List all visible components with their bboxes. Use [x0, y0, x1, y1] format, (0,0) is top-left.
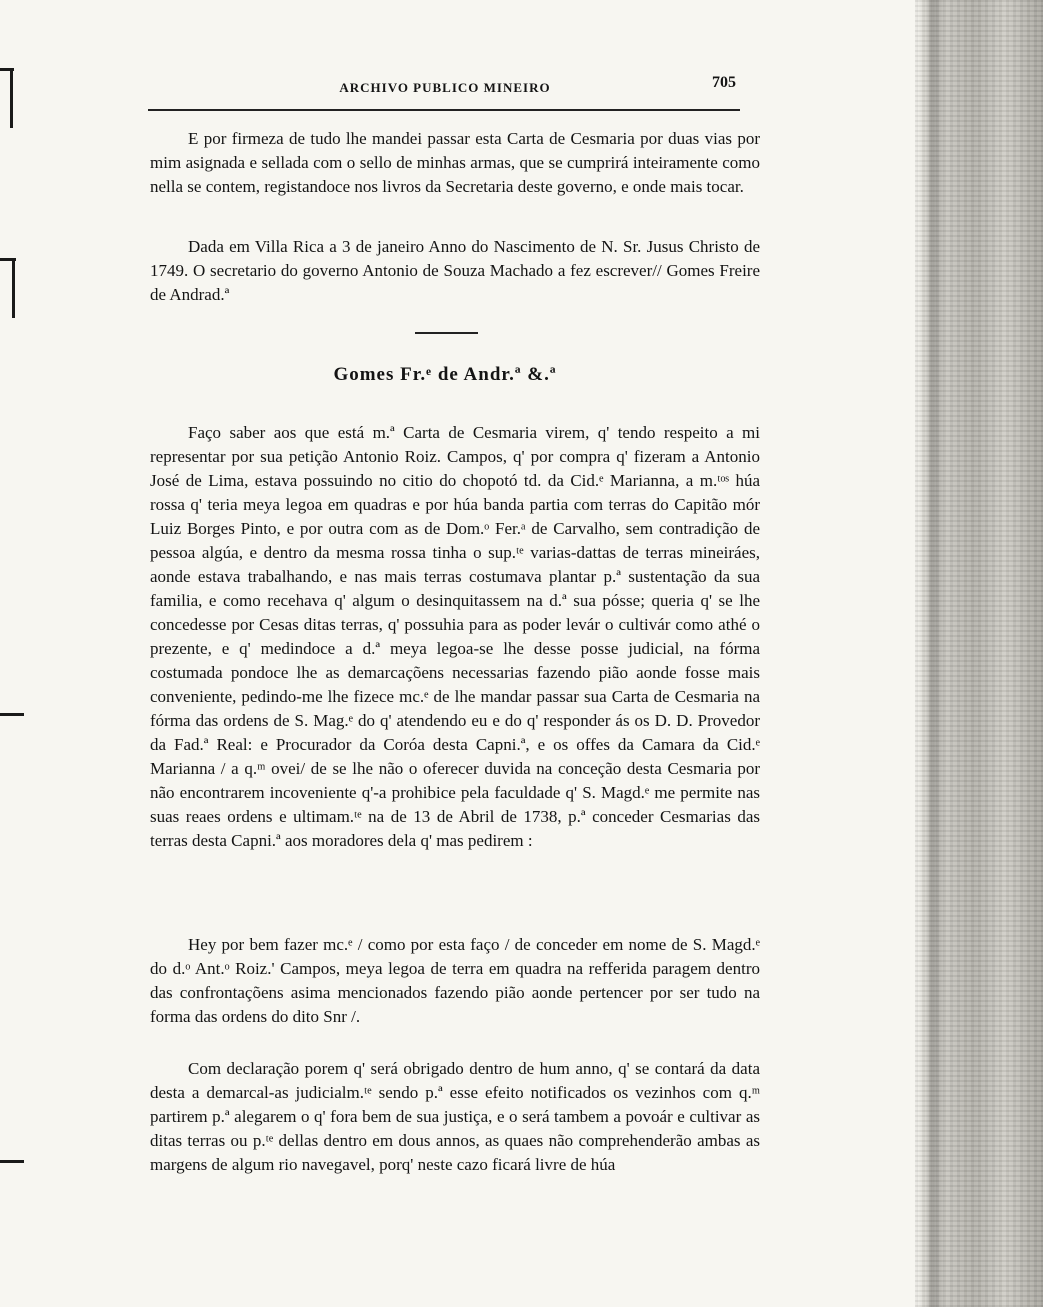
- page-number: 705: [712, 74, 736, 91]
- paragraph-text: Dada em Villa Rica a 3 de janeiro Anno do Nascimento de N. Sr. Jusus Christo de 1749. O secretario do governo Antonio de Souza Machado a fez escrever// Gomes Freire de Andrad.ª: [150, 237, 760, 304]
- binding-mark: [0, 713, 24, 716]
- signature-heading: Gomes Fr.ᵉ de Andr.ª &.ª: [333, 364, 557, 385]
- paragraph-text: Hey por bem fazer mc.ᵉ / como por esta faço / de conceder em nome de S. Magd.ᵉ do d.ᵒ Ant.ᵒ Roiz.' Campos, meya legoa de terra em quadra na refferida paragem dentro das confrontaçõens asima mencionados fazendo pião aonde pertencer por ser tudo na forma das ordens do dito Snr /.: [150, 935, 760, 1026]
- binding-mark: [0, 1160, 24, 1163]
- page-header: [150, 74, 740, 98]
- binding-mark: [12, 258, 15, 318]
- running-title: ARCHIVO PUBLICO MINEIRO: [339, 80, 551, 95]
- paragraph: [150, 933, 760, 1029]
- paragraph: [150, 421, 760, 853]
- paragraph: [150, 127, 760, 199]
- paragraph-text: Com declaração porem q' será obrigado dentro de hum anno, q' se contará da data desta a demarcal-as judicialm.ᵗᵉ sendo p.ª esse efeito notificados os vezinhos com q.ᵐ partirem p.ª alegarem o q' fora bem de sua justiça, e o será tambem a povoár e cultivar as ditas terras ou p.ᵗᵉ dellas dentro em dous annos, as quaes não comprehenderão ambas as margens de algum rio navegavel, porq' neste cazo ficará livre de húa: [150, 1059, 760, 1174]
- page-edge-scan-shadow: [915, 0, 1043, 1307]
- paragraph-text: Faço saber aos que está m.ª Carta de Cesmaria virem, q' tendo respeito a mi representar por sua petição Antonio Roiz. Campos, q' por compra q' fizeram a Antonio José de Lima, estava possuindo no citio do chopotó td. da Cid.ᵉ Marianna, a m.ᵗᵒˢ húa rossa q' teria meya legoa em quadras e por húa banda partia com terras do Capitão mór Luiz Borges Pinto, e por outra com as de Dom.ᵒ Fer.ᵃ de Carvalho, sem contradição de pessoa algúa, e dentro da mesma rossa tinha o sup.ᵗᵉ varias-dattas de terras mineiráes, aonde estava trabalhando, e nas mais terras costumava plantar p.ª sustentação da sua familia, e como recehava q' algum o desinquitassem na d.ª sua pósse; queria q' se lhe concedesse por Cesas ditas terras, q' possuhia para as poder levár o cultivár como athé o prezente, e q' medindoce a d.ª meya legoa-se lhe desse posse judicial, na fórma costumada pondoce lhe as demarcaçõens necessarias fazendo pião aonde fosse mais conveniente, pedindo-me lhe fizece mc.ᵉ de lhe mandar passar sua Carta de Cesmaria na fórma das ordens de S. Mag.ᵉ do q' atendendo eu e do q' responder ás os D. D. Provedor da Fad.ª Real: e Procurador da Coróa desta Capni.ª, e os offes da Camara da Cid.ᵉ Marianna / a q.ᵐ ovei/ de se lhe não o oferecer duvida na conceção desta Cesmaria por não encontrarem incoveniente q'-a prohibice pela faculdade q' S. Magd.ᵉ me permite nas suas reaes ordens e ultimam.ᵗᵉ na de 13 de Abril de 1738, p.ª conceder Cesmarias das terras desta Capni.ª aos moradores dela q' mas pedirem :: [150, 423, 760, 850]
- header-rule: [148, 109, 740, 111]
- section-divider: [415, 332, 478, 334]
- paragraph: [150, 235, 760, 307]
- paragraph-text: E por firmeza de tudo lhe mandei passar esta Carta de Cesmaria por duas vias por mim asignada e sellada com o sello de minhas armas, que se cumprirá inteiramente como nella se contem, registandoce nos livros da Secretaria deste governo, e onde mais tocar.: [150, 129, 760, 196]
- paragraph: [150, 1057, 760, 1177]
- binding-mark: [10, 68, 13, 128]
